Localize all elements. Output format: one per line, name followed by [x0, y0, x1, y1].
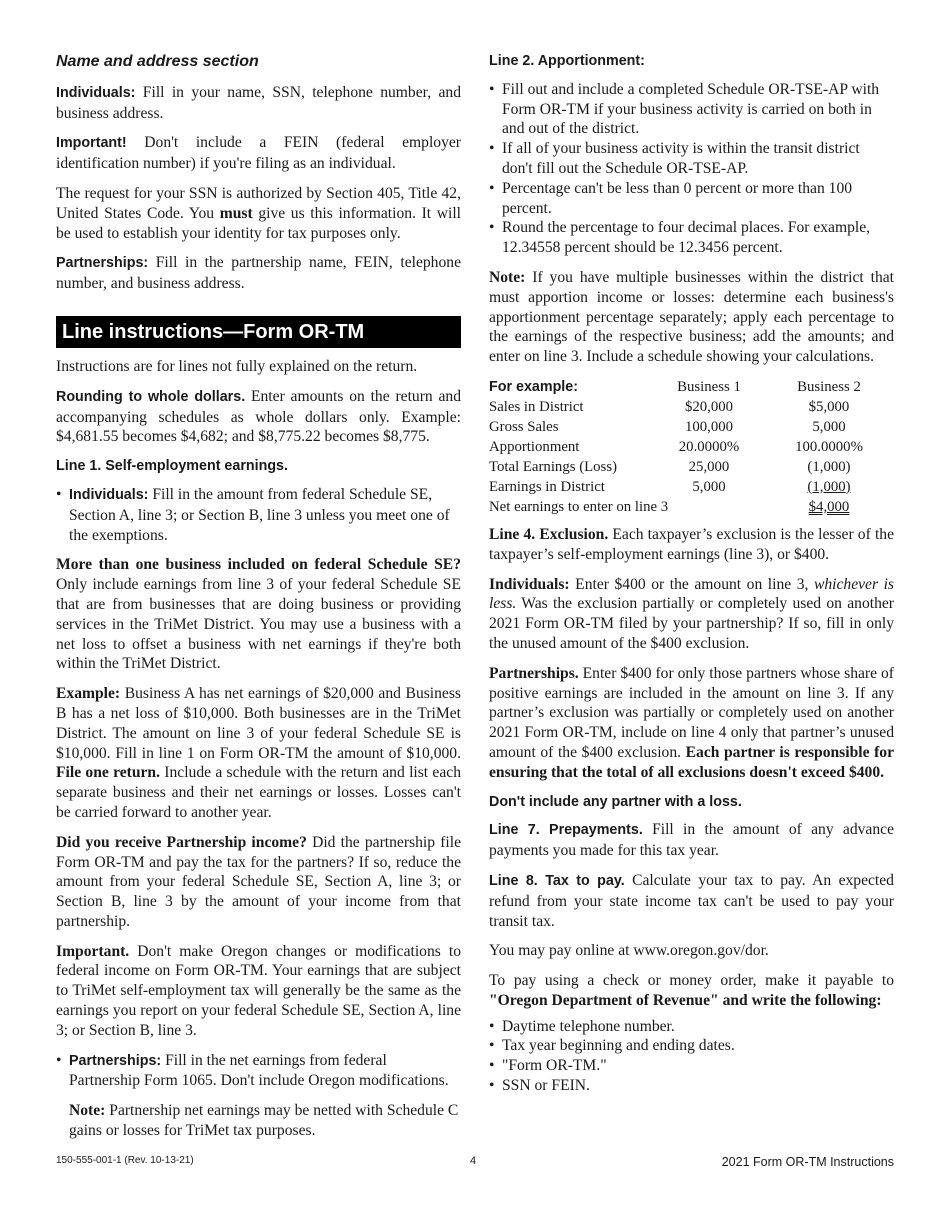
- list-item: • Partnerships: Fill in the net earnings from federal Partnership Form 1065. Don't include Oregon modifications.: [56, 1051, 461, 1092]
- name-address-section-title: Name and address section: [56, 53, 259, 70]
- partnership-note: Note: Partnership net earnings may be netted with Schedule C gains or losses for TriMet tax purposes.: [69, 1102, 459, 1140]
- line2-heading: Line 2. Apportionment:: [489, 53, 645, 69]
- list-item: • Round the percentage to four decimal places. For example, 12.34558 percent should be 12.3456 percent.: [489, 218, 894, 258]
- list-item: • If all of your business activity is within the transit district don't fill out the Schedule OR-TSE-AP.: [489, 139, 894, 179]
- list-item: • "Form OR-TM.": [489, 1056, 894, 1076]
- table-row: [489, 397, 894, 417]
- table-row: [489, 417, 894, 437]
- table-cell: 100.0000%: [795, 438, 863, 455]
- line-instructions-banner: Line instructions—Form OR-TM: [56, 316, 461, 348]
- rounding-paragraph: Rounding to whole dollars. Enter amounts on the return and accompanying schedules as whole dollars only. Example: $4,681.55 becomes $4,682; and $8,775.22 becomes $8,775.: [56, 387, 461, 446]
- multiple-business-paragraph: More than one business included on federal Schedule SE? Only include earnings from line 3 of your federal Schedule SE that are from businesses that are doing business or providing services in the TriMet District. You may use a business with a net loss to offset a business with net earnings if they're both within the TriMet District.: [56, 556, 461, 673]
- table-cell: (1,000): [807, 478, 851, 495]
- instructions-intro: Instructions are for lines not fully explained on the return.: [56, 357, 418, 375]
- table-total-cell: $4,000: [808, 498, 850, 515]
- table-row: [489, 457, 894, 477]
- table-cell: Total Earnings (Loss): [489, 458, 617, 475]
- table-header-cell: Business 1: [677, 378, 741, 395]
- table-cell: 25,000: [688, 458, 730, 475]
- line8-paragraph: Line 8. Tax to pay. Calculate your tax to pay. An expected refund from your state income tax can't be used to pay your transit tax.: [489, 871, 894, 930]
- no-loss-heading: Don't include any partner with a loss.: [489, 793, 742, 810]
- list-item: • Daytime telephone number.: [489, 1017, 894, 1037]
- table-cell: $20,000: [684, 398, 734, 415]
- table-cell: Sales in District: [489, 398, 584, 415]
- table-cell: 100,000: [684, 418, 734, 435]
- list-item: • Individuals: Fill in the amount from federal Schedule SE, Section A, line 3; or Section B, line 3 unless you meet one of the exemptions.: [56, 485, 461, 545]
- table-cell: 5,000: [812, 418, 846, 435]
- table-cell: Gross Sales: [489, 418, 559, 435]
- footer-title: 2021 Form OR-TM Instructions: [721, 1155, 894, 1169]
- table-row: [489, 377, 894, 397]
- important-fein-paragraph: Important! Don't include a FEIN (federal employer identification number) if you're filing as an individual.: [56, 134, 461, 173]
- pay-online-paragraph: You may pay online at www.oregon.gov/dor.: [489, 942, 769, 960]
- footer-form-number: 150-555-001-1 (Rev. 10-13-21): [56, 1155, 194, 1166]
- footer-page-number: 4: [470, 1155, 477, 1167]
- payment-info-list: [489, 1017, 894, 1096]
- important-oregon-paragraph: Important. Don't make Oregon changes or modifications to federal income on Form OR-TM. Your earnings that are subject to TriMet self-employment tax will generally be the same as the earnings you report on your federal Schedule SE, Section A, line 3; or Section B, line 3.: [56, 942, 461, 1039]
- right-column: [489, 52, 894, 1106]
- table-total-label: Net earnings to enter on line 3: [489, 498, 669, 515]
- partnership-income-paragraph: Did you receive Partnership income? Did the partnership file Form OR-TM and pay the tax for the partners? If so, reduce the amount from your federal Schedule SE, Section A, line 3; or Section B, line 3 by the amount of your income from that partnership.: [56, 833, 461, 930]
- example-table: [489, 377, 894, 517]
- partnerships-exclusion-paragraph: Partnerships. Enter $400 for only those partners whose share of positive earnings are included in the amount on line 3. If any partner’s exclusion was partially or completely used on another 2021 Form OR-TM, include on line 4 only that partner’s unused amount of the $400 exclusion. Each partner is responsible for ensuring that the total of all exclusions doesn't exceed $400.: [489, 664, 895, 781]
- partnerships-bullets: [56, 1051, 461, 1092]
- line1-heading: Line 1. Self-employment earnings.: [56, 458, 288, 475]
- example-paragraph: Example: Business A has net earnings of $20,000 and Business B has a net loss of $10,000. Both businesses are in the TriMet District. The amount on line 3 of your federal Schedule SE is $10,000. Fill in line 1 on Form OR-TM the amount of $10,000. File one return. Include a schedule with the return and list each separate business and their net earnings or losses. Losses can't be carried forward to another year.: [56, 685, 461, 821]
- line4-paragraph: Line 4. Exclusion. Each taxpayer’s exclusion is the lesser of the taxpayer’s self-employment earnings (line 3), or $400.: [489, 525, 894, 563]
- table-cell: $5,000: [808, 398, 850, 415]
- multiple-business-note: Note: If you have multiple businesses within the district that must apportion income or losses: determine each business's apportionment percentage separately; apply each percentage to the earnings of the respective business; add the amounts; and enter on line 3. Include a schedule showing your calculations.: [489, 268, 894, 366]
- table-cell: Earnings in District: [489, 478, 605, 495]
- left-column: [56, 52, 461, 1151]
- individuals-exclusion-paragraph: Individuals: Enter $400 or the amount on line 3, whichever is less. Was the exclusion partially or completely used on another 2021 Form OR-TM filed by your partnership? If so, fill in only the unused amount of the $400 exclusion.: [489, 575, 894, 652]
- table-header-cell: Business 2: [797, 378, 861, 395]
- table-cell: 20.0000%: [678, 438, 740, 455]
- line1-bullets: [56, 485, 461, 545]
- individuals-paragraph: Individuals: Fill in your name, SSN, telephone number, and business address.: [56, 83, 461, 122]
- table-cell: (1,000): [807, 458, 851, 475]
- ssn-authorization-paragraph: The request for your SSN is authorized by Section 405, Title 42, United States Code. You must give us this information. It will be used to establish your identity for tax purposes only.: [56, 184, 462, 242]
- table-row: [489, 497, 894, 517]
- check-payment-paragraph: To pay using a check or money order, make it payable to "Oregon Department of Revenue" and write the following:: [489, 972, 894, 1009]
- list-item: • SSN or FEIN.: [489, 1076, 894, 1096]
- table-cell: Apportionment: [489, 438, 580, 455]
- partnerships-paragraph: Partnerships: Fill in the partnership name, FEIN, telephone number, and business address.: [56, 254, 461, 293]
- apportionment-bullets: [489, 80, 894, 258]
- list-item: • Fill out and include a completed Schedule OR-TSE-AP with Form OR-TM if your business activity is carried on both in and out of the district.: [489, 80, 894, 139]
- line7-paragraph: Line 7. Prepayments. Fill in the amount of any advance payments you made for this tax year.: [489, 821, 894, 860]
- list-item: • Tax year beginning and ending dates.: [489, 1036, 894, 1056]
- table-row: [489, 437, 894, 457]
- table-header-cell: For example:: [489, 378, 578, 395]
- list-item: • Percentage can't be less than 0 percent or more than 100 percent.: [489, 179, 894, 219]
- table-row: [489, 477, 894, 497]
- table-cell: 5,000: [692, 478, 726, 495]
